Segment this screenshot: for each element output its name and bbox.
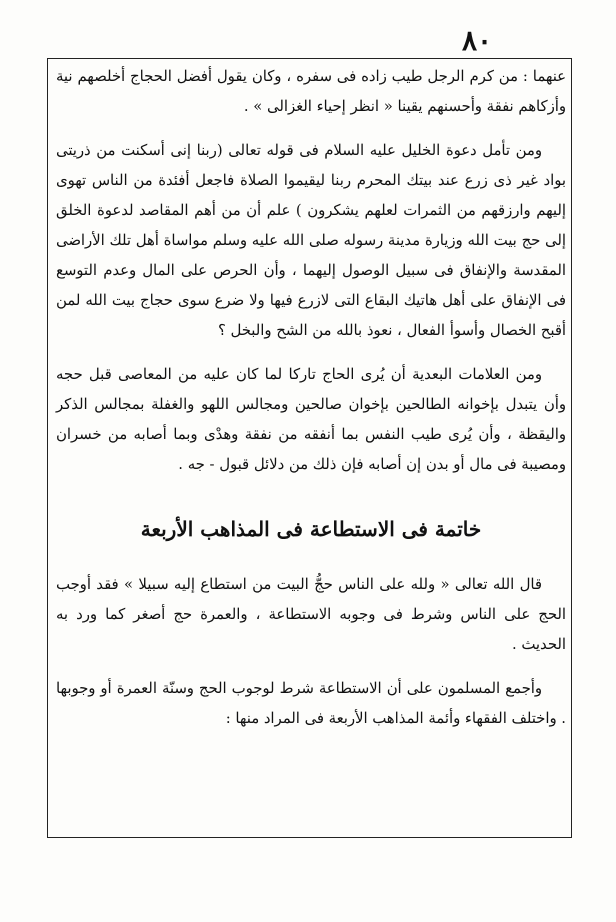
section-paragraph-1: قال الله تعالى « ولله على الناس حجُّ البيت من استطاع إليه سبيلا » فقد أوجب الحج على الناس وشرط فى وجوبه الاستطاعة ، والعمرة حج أصغر كما ورد به الحديث . (56, 576, 566, 653)
section-heading: خاتمة فى الاستطاعة فى المذاهب الأربعة (140, 517, 482, 541)
paragraph-3: ومن العلامات البعدية أن يُرى الحاج تاركا لما كان عليه من المعاصى قبل حجه وأن يتبدل بإخوانه الطالحين بإخوان صالحين ومجالس اللهو والغفلة بمجالس الذكر واليقظة ، وأن يُرى طيب النفس بما أنفقه من نفقة وهدْى وبما أصابه من خسران ومصيبة فى مال أو بدن إن أصابه فإن ذلك من دلائل قبول - جه . (56, 366, 566, 473)
paragraph-1: عنهما : من كرم الرجل طيب زاده فى سفره ، وكان يقول أفضل الحجاج أخلصهم نية وأزكاهم نفقة وأحسنهم يقينا « انظر إحياء الغزالى » . (56, 68, 566, 115)
page-number: ٨٠ (462, 24, 493, 57)
page-body (56, 62, 566, 734)
section-paragraph-2: وأجمع المسلمون على أن الاستطاعة شرط لوجوب الحج وسنّة العمرة أو وجوبها . واختلف الفقهاء وأئمة المذاهب الأربعة فى المراد منها : (56, 680, 566, 727)
paragraph-2: ومن تأمل دعوة الخليل عليه السلام فى قوله تعالى (ربنا إنى أسكنت من ذريتى بواد غير ذى زرع عند بيتك المحرم ربنا ليقيموا الصلاة فاجعل أفئدة من الناس تهوى إليهم وارزقهم من الثمرات لعلهم يشكرون ) علم أن من أهم المقاصد لدعوة الخلق إلى حج بيت الله وزيارة مدينة رسوله صلى الله عليه وسلم مواساة أهل تلك الأراضى المقدسة والإنفاق فى سبيل الوصول إليهما ، وأن الحرص على المال وعدم التوسع فى الإنفاق على أهل هاتيك البقاع التى لازرع فيها ولا ضرع سوى حجاج بيت الله لمن أقبح الخصال وأسوأ الفعال ، نعوذ بالله من الشح والبخل ؟ (56, 142, 566, 339)
